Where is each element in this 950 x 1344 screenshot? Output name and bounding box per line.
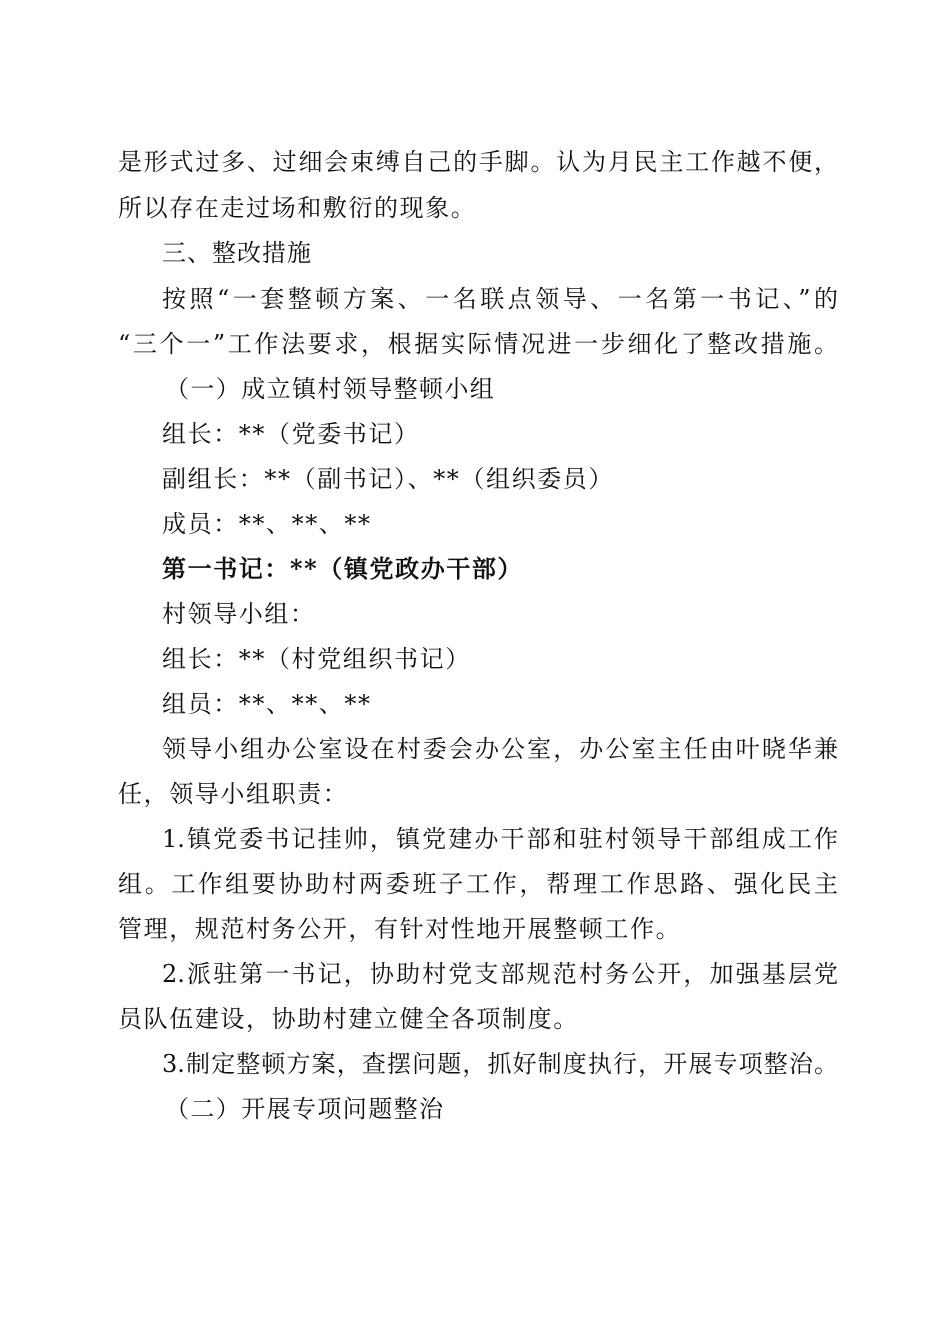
list-line: 组员：**、**、**	[162, 690, 372, 718]
section-heading: 三、整改措施	[162, 239, 312, 267]
paragraph-line: 2.派驻第一书记，协助村党支部规范村务公开，加强基层党	[162, 960, 838, 988]
paragraph-line: 3.制定整顿方案，查摆问题，抓好制度执行，开展专项整治。	[162, 1050, 838, 1078]
paragraph-line: 按照“一套整顿方案、一名联点领导、一名第一书记、”的	[162, 285, 838, 313]
list-line: 组长：**（村党组织书记）	[162, 645, 471, 673]
list-line: 组长：**（党委书记）	[162, 420, 420, 448]
paragraph-line: 1.镇党委书记挂帅，镇党建办干部和驻村领导干部组成工作	[162, 825, 838, 853]
paragraph-line: “三个一”工作法要求，根据实际情况进一步细化了整改措施。	[118, 330, 838, 358]
list-line: 成员：**、**、**	[162, 510, 372, 538]
paragraph-line: 是形式过多、过细会束缚自己的手脚。认为月民主工作越不便，	[118, 148, 838, 176]
list-line: 副组长：**（副书记）、**（组织委员）	[162, 465, 614, 493]
subsection-heading: （二）开展专项问题整治	[165, 1095, 445, 1123]
subsection-heading: （一）成立镇村领导整顿小组	[165, 375, 496, 403]
paragraph-line: 任，领导小组职责：	[118, 780, 349, 808]
paragraph-line: 组。工作组要协助村两委班子工作，帮理工作思路、强化民主	[118, 870, 838, 898]
paragraph-line: 员队伍建设，协助村建立健全各项制度。	[118, 1005, 579, 1033]
paragraph-line: 所以存在走过场和敷衍的现象。	[118, 194, 477, 222]
paragraph-line: 管理，规范村务公开，有针对性地开展整顿工作。	[118, 915, 682, 943]
list-line: 第一书记：**（镇党政办干部）	[162, 554, 524, 583]
paragraph-line: 领导小组办公室设在村委会办公室，办公室主任由叶晓华兼	[162, 735, 838, 763]
list-line: 村领导小组：	[162, 600, 316, 628]
